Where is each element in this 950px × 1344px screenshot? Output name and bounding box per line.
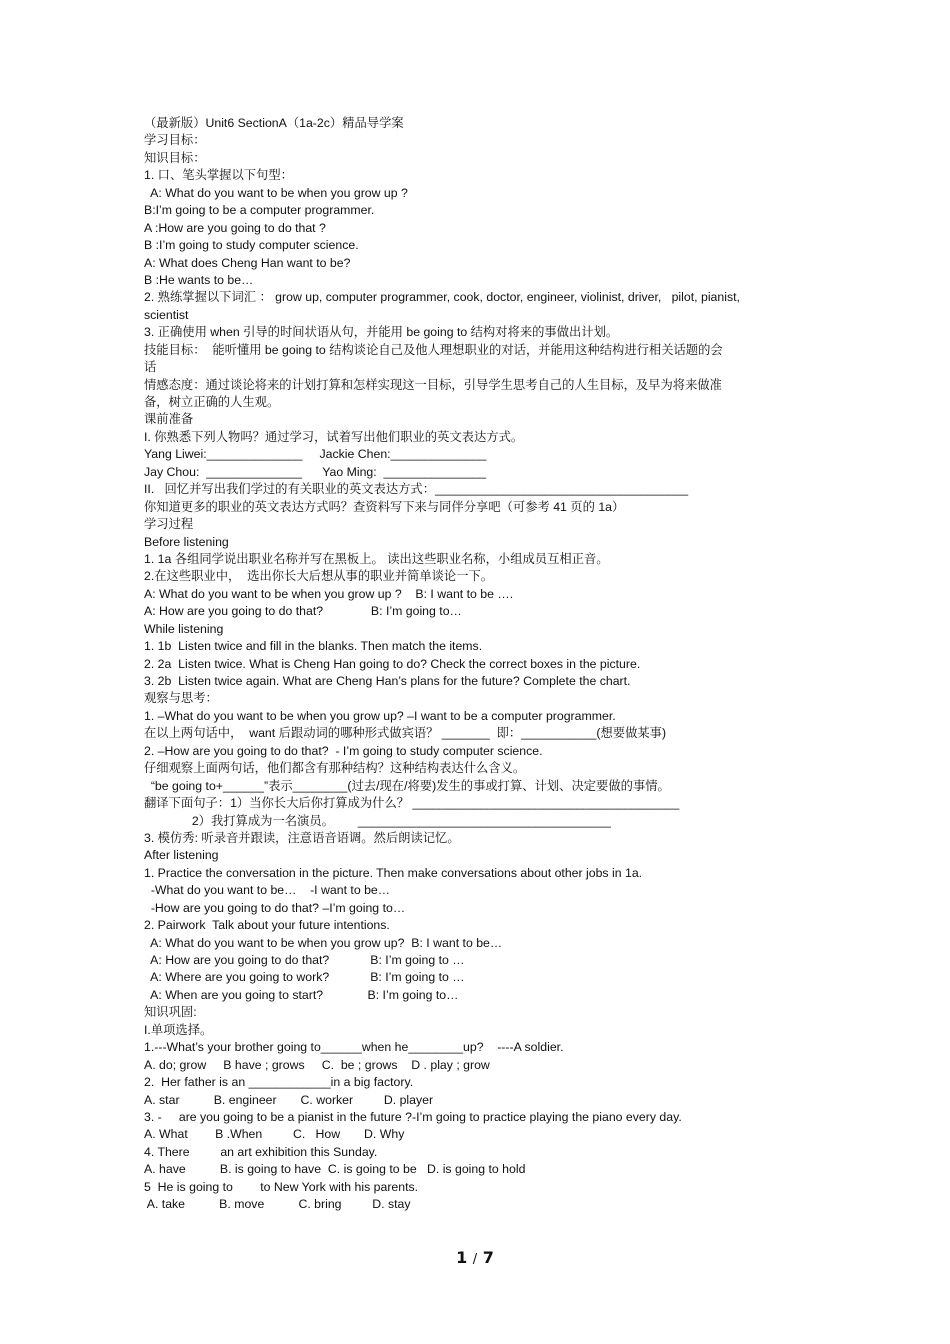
text-line: 备，树立正确的人生观。 <box>144 395 280 409</box>
text-line: B :I’m going to study computer science. <box>144 238 359 253</box>
text-line: A: What do you want to be when you grow up? B: I want to be… <box>144 935 503 950</box>
text-line: 课前准备 <box>144 412 194 427</box>
text-line: A. have B. is going to have C. is going to be D. is going to hold <box>144 1162 526 1177</box>
text-line: I.单项选择。 <box>144 1022 213 1037</box>
text-line: A. take B. move C. bring D. stay <box>144 1197 411 1212</box>
text-line: 话 <box>144 360 157 375</box>
text-line: A :How are you going to do that ? <box>144 220 326 235</box>
text-line: -What do you want to be… -I want to be… <box>144 883 391 898</box>
document-body <box>144 115 814 1214</box>
text-line: 3. 模仿秀: 听录音并跟读，注意语音语调。然后朗读记忆。 <box>144 830 460 845</box>
text-line: 2）我打算成为一名演员。 _____________________________________ <box>144 813 611 828</box>
text-line: Jay Chou: ______________ Yao Ming: _______________ <box>144 464 487 479</box>
text-line: 1.---What’s your brother going to______when he________up? ----A soldier. <box>144 1040 564 1055</box>
text-line: A. star B. engineer C. worker D. player <box>144 1092 434 1107</box>
text-line: 你知道更多的职业的英文表达方式吗？查资料写下来与同伴分享吧（可参考 41 页的 1a） <box>144 499 625 514</box>
text-line: 翻译下面句子：1）当你长大后你打算成为什么？ _______________________________________ <box>144 796 680 811</box>
text-line: 知识目标： <box>144 150 206 165</box>
text-line: A: What does Cheng Han want to be? <box>144 255 351 270</box>
text-line: 2. Pairwork Talk about your future intentions. <box>144 918 390 933</box>
text-line: 知识巩固: <box>144 1005 197 1020</box>
text-line: 2. Her father is an ____________in a big factory. <box>144 1075 414 1090</box>
text-line: 2.在这些职业中， 选出你长大后想从事的职业并简单谈论一下。 <box>144 569 494 584</box>
text-line: 1. –What do you want to be when you grow up? –I want to be a computer programmer. <box>144 708 616 723</box>
text-line: -How are you going to do that? –I’m going to… <box>144 900 406 915</box>
text-line: A: Where are you going to work? B: I’m going to … <box>144 970 465 985</box>
text-line: 2. 2a Listen twice. What is Cheng Han going to do? Check the correct boxes in the picture. <box>144 656 641 671</box>
text-line: A: When are you going to start? B: I’m going to… <box>144 987 459 1002</box>
text-line: 1. 口、笔头掌握以下句型： <box>144 168 293 183</box>
total-pages-number: 7 <box>482 1248 494 1267</box>
text-line: 情感态度：通过谈论将来的计划打算和怎样实现这一目标，引导学生思考自己的人生目标，及早为将来做准 <box>144 377 722 392</box>
text-line: I. 你熟悉下列人物吗？通过学习，试着写出他们职业的英文表达方式。 <box>144 429 524 444</box>
text-line: 1. Practice the conversation in the picture. Then make conversations about other jobs in 1a. <box>144 865 643 880</box>
text-line: 1. 1a 各组同学说出职业名称并写在黑板上。 读出这些职业名称，小组成员互相正音。 <box>144 551 609 566</box>
text-line: 1. 1b Listen twice and fill in the blanks. Then match the items. <box>144 639 483 654</box>
text-line: 3. - are you going to be a pianist in the future ?-I’m going to practice playing the piano every day. <box>144 1109 682 1124</box>
text-line: Yang Liwei:______________ Jackie Chen:______________ <box>144 447 487 462</box>
text-line: II. 回忆并写出我们学过的有关职业的英文表达方式：_____________________________________ <box>144 482 689 497</box>
text-line: 技能目标： 能听懂用 be going to 结构谈论自己及他人理想职业的对话，并能用这种结构进行相关话题的会 <box>144 342 723 357</box>
text-line: 在以上两句话中， want 后跟动词的哪种形式做宾语？ _______ 即：___________(想要做某事) <box>144 726 667 741</box>
text-line: A: What do you want to be when you grow up ? <box>144 185 408 200</box>
text-line: A: How are you going to do that? B: I’m going to … <box>144 953 465 967</box>
text-line: 2. 熟练掌握以下词汇 ： grow up, computer programmer, cook, doctor, engineer, violinist, driver, pilot, pianist, <box>144 290 740 305</box>
page-number <box>0 1248 950 1267</box>
text-line: 仔细观察上面两句话，他们都含有那种结构？这种结构表达什么含义。 <box>144 761 526 776</box>
text-line: A. What B .When C. How D. Why <box>144 1127 405 1142</box>
text-line: 4. There an art exhibition this Sunday. <box>144 1144 378 1159</box>
text-line: After listening <box>144 848 219 863</box>
text-line: While listening <box>144 621 224 636</box>
text-line: 2. –How are you going to do that? - I’m going to study computer science. <box>144 743 543 758</box>
text-line: A. do; grow B have ; grows C. be ; grows D . play ; grow <box>144 1057 490 1072</box>
text-line: B :He wants to be… <box>144 272 254 287</box>
text-line: “be going to+______”表示________(过去/现在/将要)发生的事或打算、计划、决定要做的事情。 <box>144 778 670 793</box>
text-line: A: How are you going to do that? B: I’m going to… <box>144 604 462 619</box>
text-line: A: What do you want to be when you grow up ? B: I want to be …. <box>144 586 514 601</box>
text-line: Before listening <box>144 534 229 549</box>
text-line: 学习目标： <box>144 133 206 148</box>
page-separator: / <box>472 1252 478 1267</box>
text-line: 3. 2b Listen twice again. What are Cheng Han’s plans for the future? Complete the chart. <box>144 674 631 688</box>
text-line: 5 He is going to to New York with his parents. <box>144 1179 419 1194</box>
text-line: 观察与思考： <box>144 691 218 706</box>
text-line: （最新版）Unit6 SectionA（1a-2c）精品导学案 <box>144 116 404 130</box>
text-line: scientist <box>144 307 189 322</box>
text-line: B:I’m going to be a computer programmer. <box>144 203 375 218</box>
current-page-number: 1 <box>456 1248 468 1267</box>
text-line: 3. 正确使用 when 引导的时间状语从句，并能用 be going to 结构对将来的事做出计划。 <box>144 325 619 340</box>
text-line: 学习过程 <box>144 517 194 532</box>
